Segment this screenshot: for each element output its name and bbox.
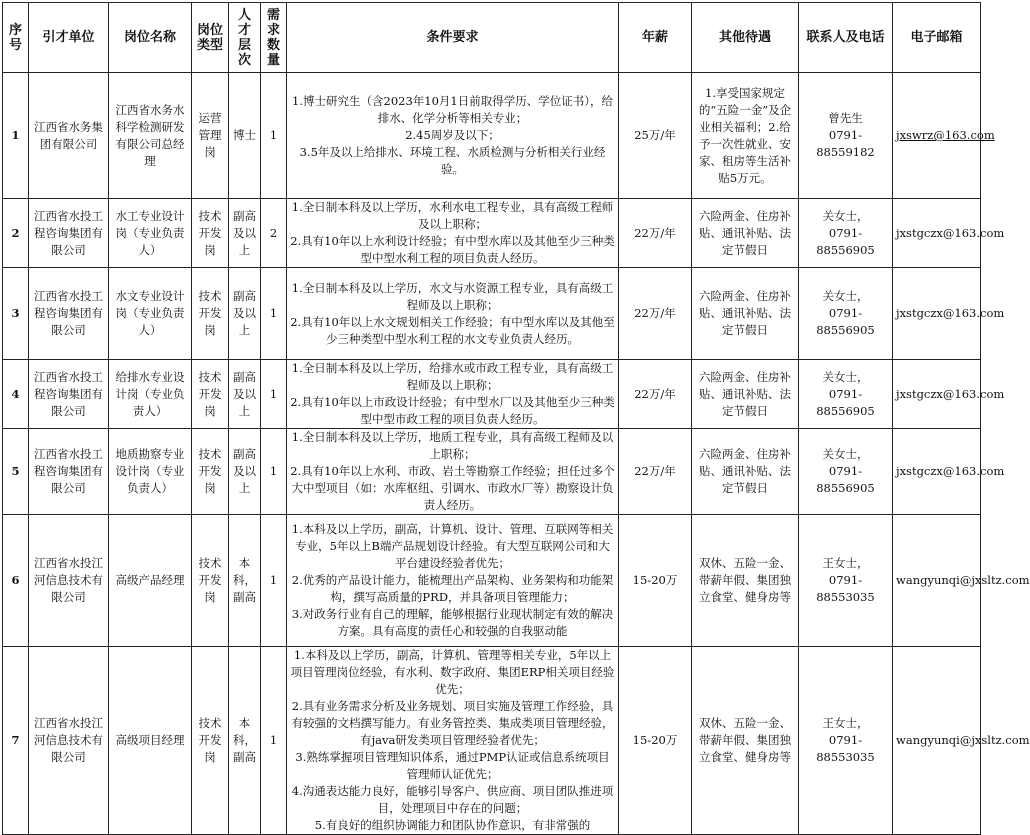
col-header-benefits: 其他待遇 [692, 3, 799, 73]
type-cell: 技术开发岗 [192, 515, 229, 647]
type-cell: 技术开发岗 [192, 199, 229, 268]
conditions-cell [287, 360, 619, 429]
contact-phone: 0791-88556905 [816, 386, 875, 418]
condition-line: 1.全日制本科及以上学历，给排水或市政工程专业，具有高级工程师及以上职称； [291, 361, 614, 392]
benefits-cell: 1.享受国家规定的“五险一金”及企业相关福利；2.给予一次性就业、安家、租房等生活补贴5万元。 [692, 73, 799, 199]
row-number: 7 [3, 647, 29, 835]
email-link[interactable]: jxswrz@163.com [896, 128, 995, 142]
condition-line: 2.45周岁及以下； [405, 128, 500, 142]
contact-cell [799, 647, 893, 835]
unit-cell: 江西省水投江河信息技术有限公司 [29, 515, 109, 647]
benefits-cell: 六险两金、住房补贴、通讯补贴、法定节假日 [692, 268, 799, 360]
benefits-cell: 双休、五险一金、带薪年假、集团独立食堂、健身房等 [692, 515, 799, 647]
benefits-cell: 六险两金、住房补贴、通讯补贴、法定节假日 [692, 429, 799, 515]
conditions-cell [287, 429, 619, 515]
contact-phone: 0791-88553035 [816, 573, 875, 604]
condition-line: 2.具有10年以上水利设计经验；有中型水库以及其他至少三种类型中型水利工程的项目负责人经历。 [290, 234, 615, 265]
type-cell: 技术开发岗 [192, 360, 229, 429]
level-cell: 本科，副高 [229, 515, 261, 647]
recruitment-table [2, 2, 1030, 835]
contact-name: 王女士， [822, 716, 869, 730]
condition-line: 3.5年及以上给排水、环境工程、水质检测与分析相关行业经验。 [299, 145, 606, 176]
salary-cell: 22万/年 [619, 360, 692, 429]
email-cell [893, 360, 1005, 429]
level-cell: 副高及以上 [229, 360, 261, 429]
condition-line: 2.具有10年以上水文规划相关工作经验；有中型水库以及其他至少三种类型中型水利工程的水文专业负责人经历。 [290, 314, 615, 346]
position-cell: 水文专业设计岗（专业负责人） [109, 268, 192, 360]
table-row [3, 647, 981, 835]
conditions-cell [287, 647, 619, 835]
unit-cell: 江西省水投工程咨询集团有限公司 [29, 429, 109, 515]
contact-phone: 0791-88559182 [816, 128, 875, 159]
row-number: 4 [3, 360, 29, 429]
count-cell: 1 [261, 429, 287, 515]
col-header-email: 电子邮箱 [893, 3, 981, 73]
salary-cell: 22万/年 [619, 268, 692, 360]
position-cell: 水工专业设计岗（专业负责人） [109, 199, 192, 268]
unit-cell: 江西省水投工程咨询集团有限公司 [29, 199, 109, 268]
condition-line: 1.全日制本科及以上学历，水文与水资源工程专业，具有高级工程师及以上职称； [291, 280, 614, 312]
condition-line: 2.优秀的产品设计能力，能梳理出产品架构、业务架构和功能架构，撰写高质量的PRD，并具备项目管理能力； [291, 573, 614, 604]
contact-name: 关女士， [822, 369, 869, 384]
type-cell: 技术开发岗 [192, 268, 229, 360]
row-number: 6 [3, 515, 29, 647]
condition-line: 2.具有10年以上水利、市政、岩土等勘察工作经验；担任过多个大中型项目（如：水库枢纽、引调水、市政水厂等）勘察设计负责人经历。 [290, 464, 615, 512]
salary-cell: 22万/年 [619, 199, 692, 268]
contact-cell [799, 515, 893, 647]
level-cell: 副高及以上 [229, 429, 261, 515]
contact-cell [799, 429, 893, 515]
row-number: 3 [3, 268, 29, 360]
email-cell [893, 268, 1005, 360]
position-cell: 高级产品经理 [109, 515, 192, 647]
col-header-unit: 引才单位 [29, 3, 109, 73]
col-header-position: 岗位名称 [109, 3, 192, 73]
col-header-contact: 联系人及电话 [799, 3, 893, 73]
email-text[interactable]: jxstgczx@163.com [896, 464, 1005, 478]
table-row [3, 515, 981, 647]
contact-cell [799, 360, 893, 429]
contact-phone: 0791-88556905 [816, 225, 875, 257]
col-header-type: 岗位类型 [192, 3, 229, 73]
level-cell: 副高及以上 [229, 268, 261, 360]
email-cell [893, 515, 1030, 647]
position-cell: 江西省水务水科学检测研发有限公司总经理 [109, 73, 192, 199]
conditions-cell [287, 268, 619, 360]
header-row [3, 3, 981, 73]
type-cell: 运营管理岗 [192, 73, 229, 199]
count-cell: 1 [261, 360, 287, 429]
table-row [3, 268, 981, 360]
condition-line: 2.具有10年以上市政设计经验；有中型水厂以及其他至少三种类型中型市政工程的项目负责人经历。 [290, 395, 615, 426]
contact-name: 关女士， [822, 447, 869, 461]
unit-cell: 江西省水投江河信息技术有限公司 [29, 647, 109, 835]
contact-name: 王女士， [822, 556, 869, 570]
email-cell [893, 199, 1005, 268]
email-text[interactable]: wangyunqi@jxsltz.com [896, 733, 1030, 747]
contact-name: 关女士， [822, 289, 869, 303]
benefits-cell: 六险两金、住房补贴、通讯补贴、法定节假日 [692, 360, 799, 429]
position-cell: 地质勘察专业设计岗（专业负责人） [109, 429, 192, 515]
email-text[interactable]: jxstgczx@163.com [896, 386, 1005, 401]
conditions-cell [287, 515, 619, 647]
row-number: 2 [3, 199, 29, 268]
col-header-salary: 年薪 [619, 3, 692, 73]
contact-cell [799, 73, 893, 199]
email-text[interactable]: jxstgczx@163.com [896, 225, 1005, 240]
salary-cell: 15-20万 [619, 647, 692, 835]
position-cell: 给排水专业设计岗（专业负责人） [109, 360, 192, 429]
level-cell: 副高及以上 [229, 199, 261, 268]
benefits-cell: 六险两金、住房补贴、通讯补贴、法定节假日 [692, 199, 799, 268]
count-cell: 1 [261, 515, 287, 647]
contact-phone: 0791-88556905 [816, 306, 875, 337]
col-header-level: 人才层次 [229, 3, 261, 73]
condition-line: 4.沟通表达能力良好，能够引导客户、供应商、项目团队推进项目，处理项目中存在的问题； [291, 784, 614, 815]
count-cell: 1 [261, 268, 287, 360]
condition-line: 3.对政务行业有自己的理解，能够根据行业现状制定有效的解决方案。具有高度的责任心和较强的自我驱动能 [291, 607, 614, 638]
condition-line: 1.本科及以上学历，副高，计算机、管理等相关专业，5年以上项目管理岗位经验，有水利、数字政府、集团ERP相关项目经验优先； [290, 648, 615, 696]
contact-cell [799, 199, 893, 268]
col-header-conditions: 条件要求 [287, 3, 619, 73]
condition-line: 1.博士研究生（含2023年10月1日前取得学历、学位证书），给排水、化学分析等相关专业； [292, 94, 613, 125]
email-cell [893, 73, 995, 199]
table-row [3, 360, 981, 429]
level-cell: 博士 [229, 73, 261, 199]
salary-cell: 15-20万 [619, 515, 692, 647]
condition-line: 2.具有业务需求分析及业务规划、项目实施及管理工作经验，具有较强的文档撰写能力。有业务管控类、集成类项目管理经验，有java研发类项目管理经验者优先； [291, 699, 614, 747]
email-text[interactable]: wangyunqi@jxsltz.com [896, 573, 1030, 587]
contact-name: 关女士， [822, 208, 869, 223]
unit-cell: 江西省水投工程咨询集团有限公司 [29, 268, 109, 360]
row-number: 5 [3, 429, 29, 515]
contact-cell [799, 268, 893, 360]
contact-name: 曾先生 [828, 111, 863, 125]
condition-line: 1.全日制本科及以上学历，地质工程专业，具有高级工程师及以上职称； [291, 430, 614, 461]
contact-phone: 0791-88556905 [816, 464, 875, 495]
contact-phone: 0791-88553035 [816, 733, 875, 764]
position-cell: 高级项目经理 [109, 647, 192, 835]
conditions-cell [287, 199, 619, 268]
unit-cell: 江西省水投工程咨询集团有限公司 [29, 360, 109, 429]
count-cell: 1 [261, 647, 287, 835]
benefits-cell: 双休、五险一金、带薪年假、集团独立食堂、健身房等 [692, 647, 799, 835]
condition-line: 1.本科及以上学历，副高，计算机、设计、管理、互联网等相关专业，5年以上B端产品规划设计经验。有大型互联网公司和大平台建设经验者优先； [291, 522, 614, 570]
condition-line: 3.熟练掌握项目管理知识体系，通过PMP认证或信息系统项目管理师认证优先； [295, 750, 610, 781]
table-row [3, 73, 981, 199]
row-number: 1 [3, 73, 29, 199]
level-cell: 本科，副高 [229, 647, 261, 835]
col-header-no: 序号 [3, 3, 29, 73]
email-cell [893, 429, 1005, 515]
email-cell [893, 647, 1030, 835]
table-row [3, 199, 981, 268]
table-row [3, 429, 981, 515]
salary-cell: 25万/年 [619, 73, 692, 199]
salary-cell: 22万/年 [619, 429, 692, 515]
type-cell: 技术开发岗 [192, 647, 229, 835]
count-cell: 1 [261, 73, 287, 199]
condition-line: 5.有良好的组织协调能力和团队协作意识，有非常强的 [314, 818, 591, 832]
count-cell: 2 [261, 199, 287, 268]
type-cell: 技术开发岗 [192, 429, 229, 515]
col-header-count: 需求数量 [261, 3, 287, 73]
conditions-cell [287, 73, 619, 199]
email-text[interactable]: jxstgczx@163.com [896, 306, 1005, 320]
condition-line: 1.全日制本科及以上学历，水利水电工程专业，具有高级工程师及以上职称； [291, 200, 614, 231]
unit-cell: 江西省水务集团有限公司 [29, 73, 109, 199]
